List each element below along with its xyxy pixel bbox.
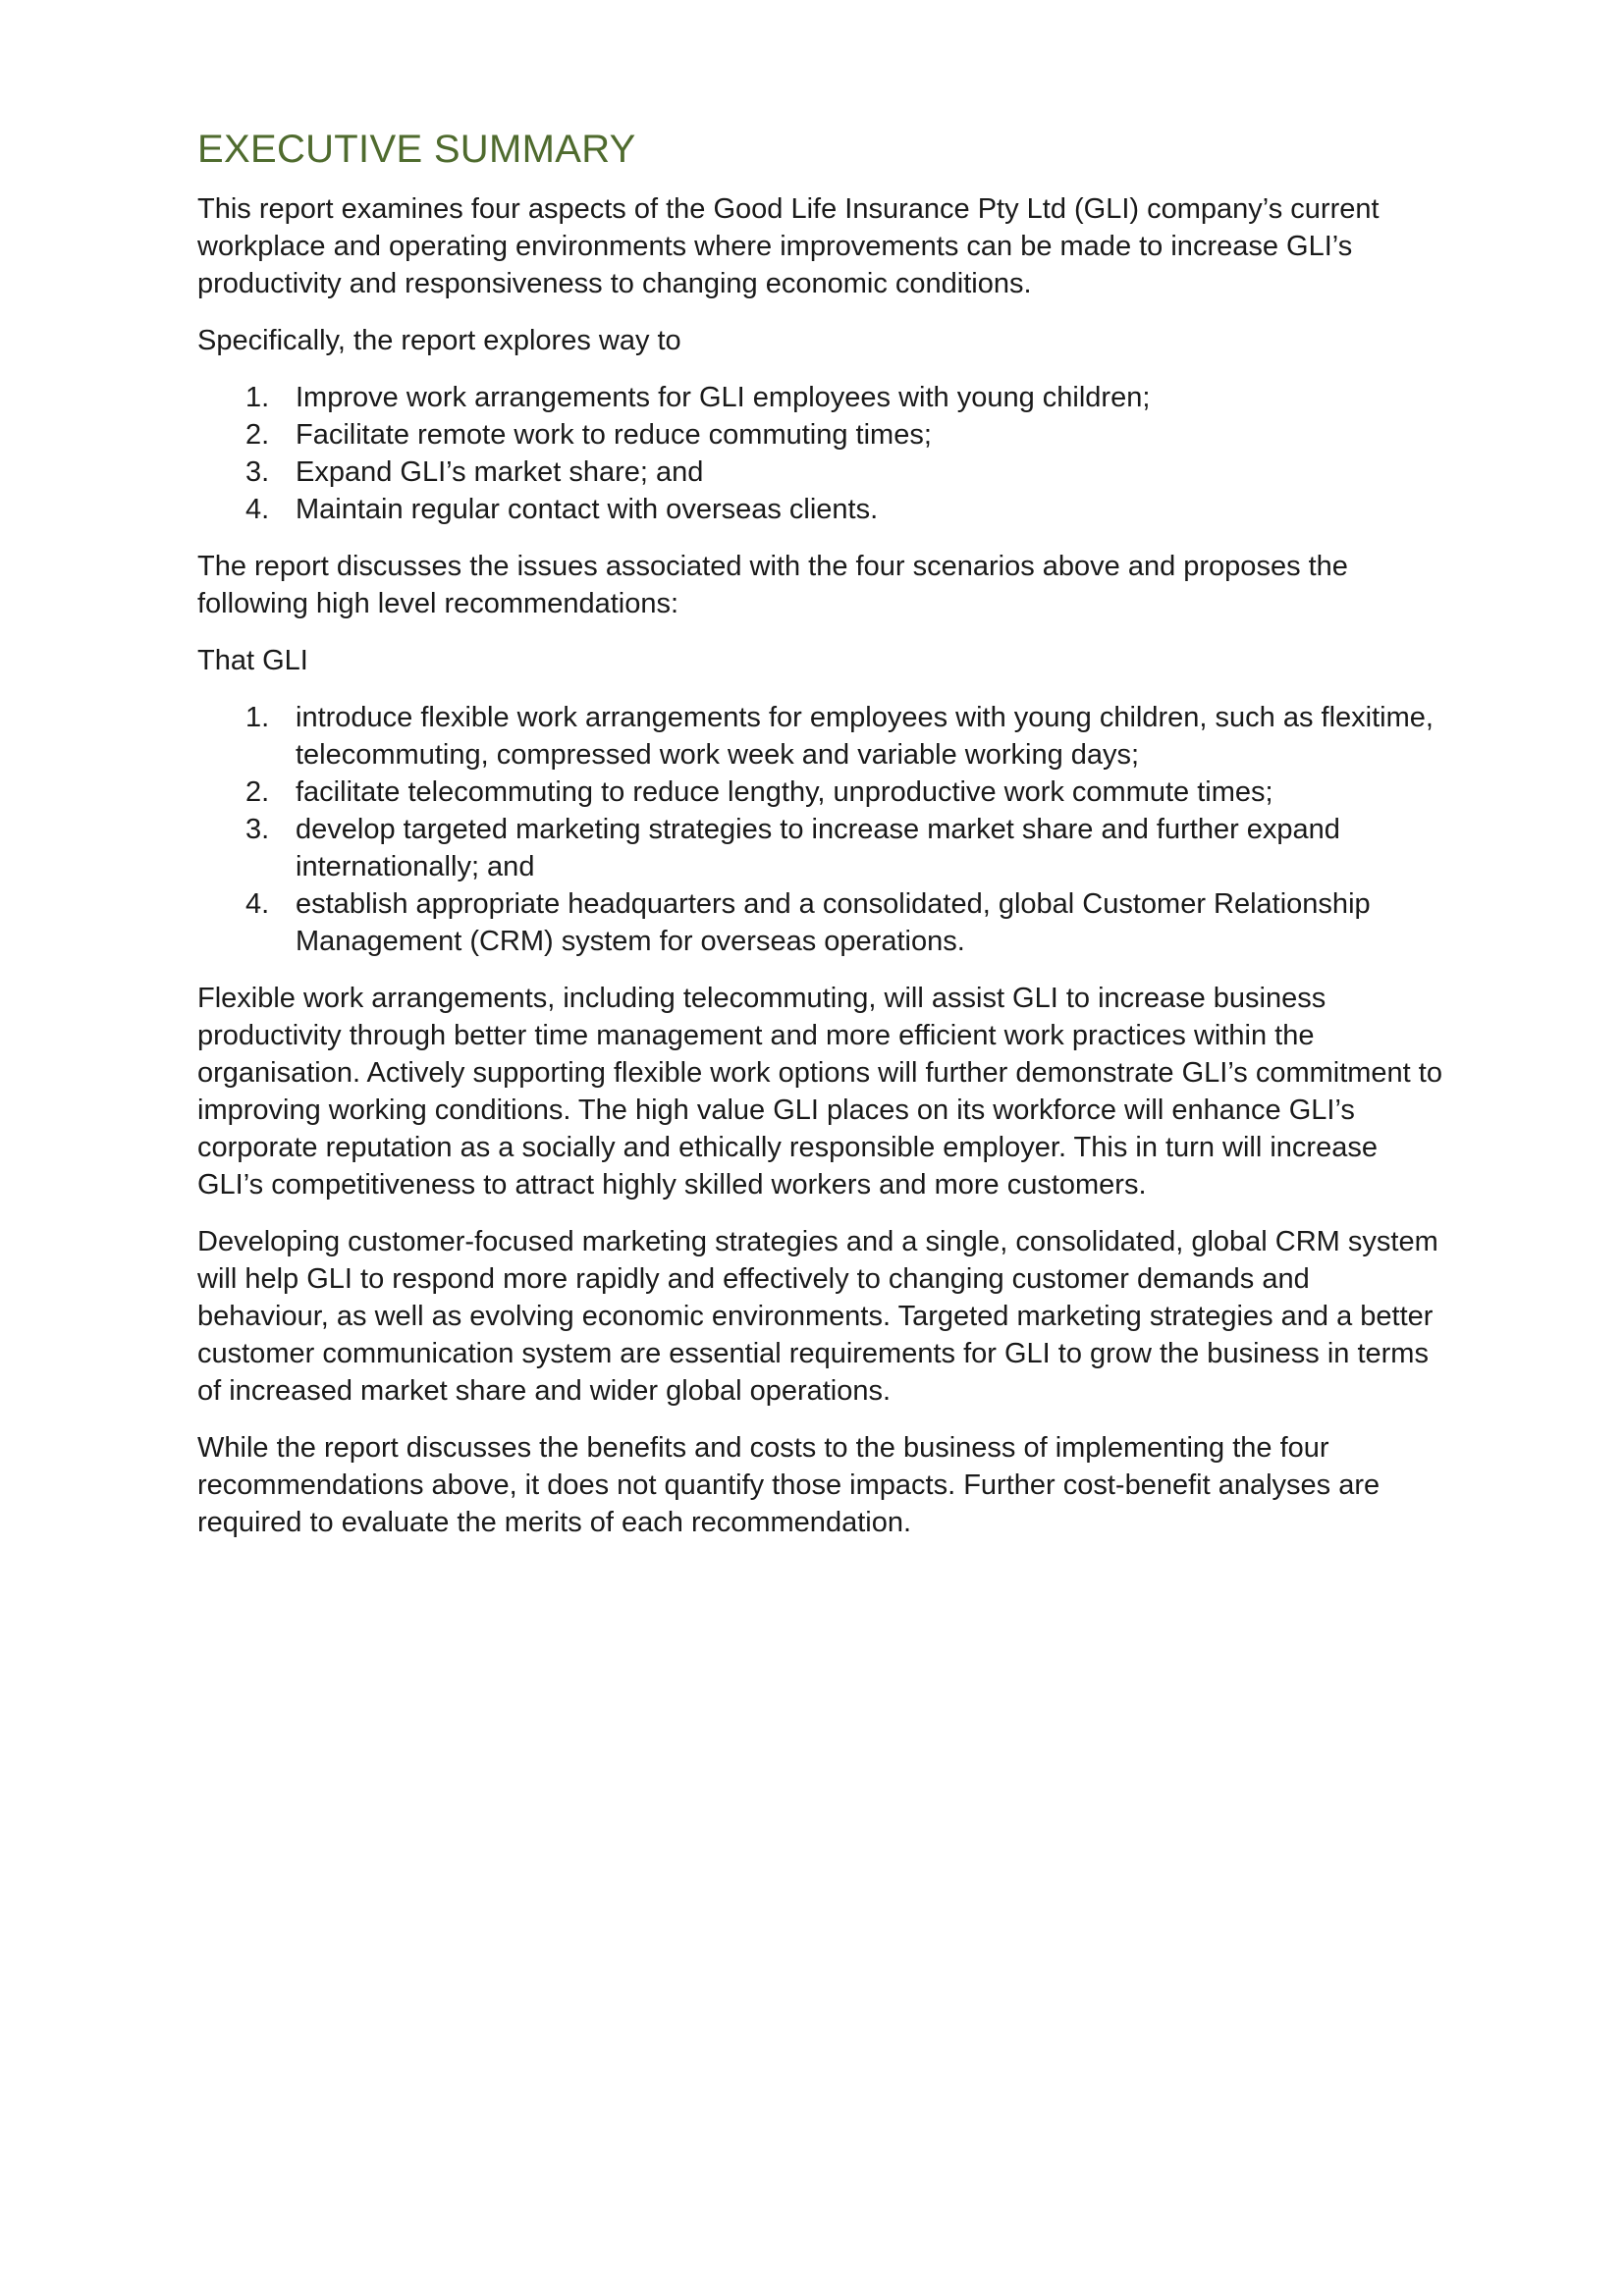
list-item-text: introduce flexible work arrangements for employees with young children, such as flexitime, telecommuting, compressed work week and variable working days; — [296, 702, 1434, 771]
list-item — [197, 774, 1444, 811]
that-gli-paragraph: That GLI — [197, 645, 308, 676]
list-number: 2. — [245, 419, 270, 451]
cost-benefit-paragraph: While the report discusses the benefits and costs to the business of implementing the four recommendations above, it does not quantify those impacts. Further cost-benefit analyses are required to evaluate the merits of each recommendation. — [197, 1432, 1380, 1538]
list-item — [197, 811, 1444, 885]
list-item-text: Facilitate remote work to reduce commuting times; — [296, 419, 932, 451]
discusses-paragraph: The report discusses the issues associated with the four scenarios above and proposes the following high level recommendations: — [197, 551, 1348, 619]
list-number: 3. — [245, 814, 270, 845]
document-page — [197, 126, 1444, 1561]
list-item — [197, 699, 1444, 774]
list-item-text: Improve work arrangements for GLI employees with young children; — [296, 382, 1151, 413]
list-item — [197, 416, 1444, 454]
list-number: 4. — [245, 888, 270, 920]
aspects-list — [197, 379, 1444, 528]
marketing-paragraph: Developing customer-focused marketing strategies and a single, consolidated, global CRM system will help GLI to respond more rapidly and effectively to changing customer demands and behaviour, as well as evolving economic environments. Targeted marketing strategies and a better customer communication system are essential requirements for GLI to grow the business in terms of increased market share and wider global operations. — [197, 1226, 1438, 1407]
list-number: 2. — [245, 776, 270, 808]
explores-paragraph: Specifically, the report explores way to — [197, 325, 681, 356]
list-item — [197, 454, 1444, 491]
list-item-text: facilitate telecommuting to reduce lengthy, unproductive work commute times; — [296, 776, 1273, 808]
recommendations-list — [197, 699, 1444, 960]
list-item-text: develop targeted marketing strategies to increase market share and further expand internationally; and — [296, 814, 1340, 882]
list-item — [197, 491, 1444, 528]
flexible-work-paragraph: Flexible work arrangements, including telecommuting, will assist GLI to increase business productivity through better time management and more efficient work practices within the organisation. Actively supporting flexible work options will further demonstrate GLI’s commitment to improving working conditions. The high value GLI places on its workforce will enhance GLI’s corporate reputation as a socially and ethically responsible employer. This in turn will increase GLI’s competitiveness to attract highly skilled workers and more customers. — [197, 983, 1442, 1201]
list-item-text: Maintain regular contact with overseas clients. — [296, 494, 879, 525]
list-item — [197, 379, 1444, 416]
list-item-text: establish appropriate headquarters and a consolidated, global Customer Relationship Management (CRM) system for overseas operations. — [296, 888, 1371, 957]
page-title: EXECUTIVE SUMMARY — [197, 128, 636, 171]
list-item — [197, 885, 1444, 960]
list-number: 1. — [245, 382, 270, 413]
list-number: 1. — [245, 702, 270, 733]
intro-paragraph: This report examines four aspects of the Good Life Insurance Pty Ltd (GLI) company’s current workplace and operating environments where improvements can be made to increase GLI’s productivity and responsiveness to changing economic conditions. — [197, 193, 1380, 299]
list-item-text: Expand GLI’s market share; and — [296, 456, 704, 488]
list-number: 3. — [245, 456, 270, 488]
list-number: 4. — [245, 494, 270, 525]
